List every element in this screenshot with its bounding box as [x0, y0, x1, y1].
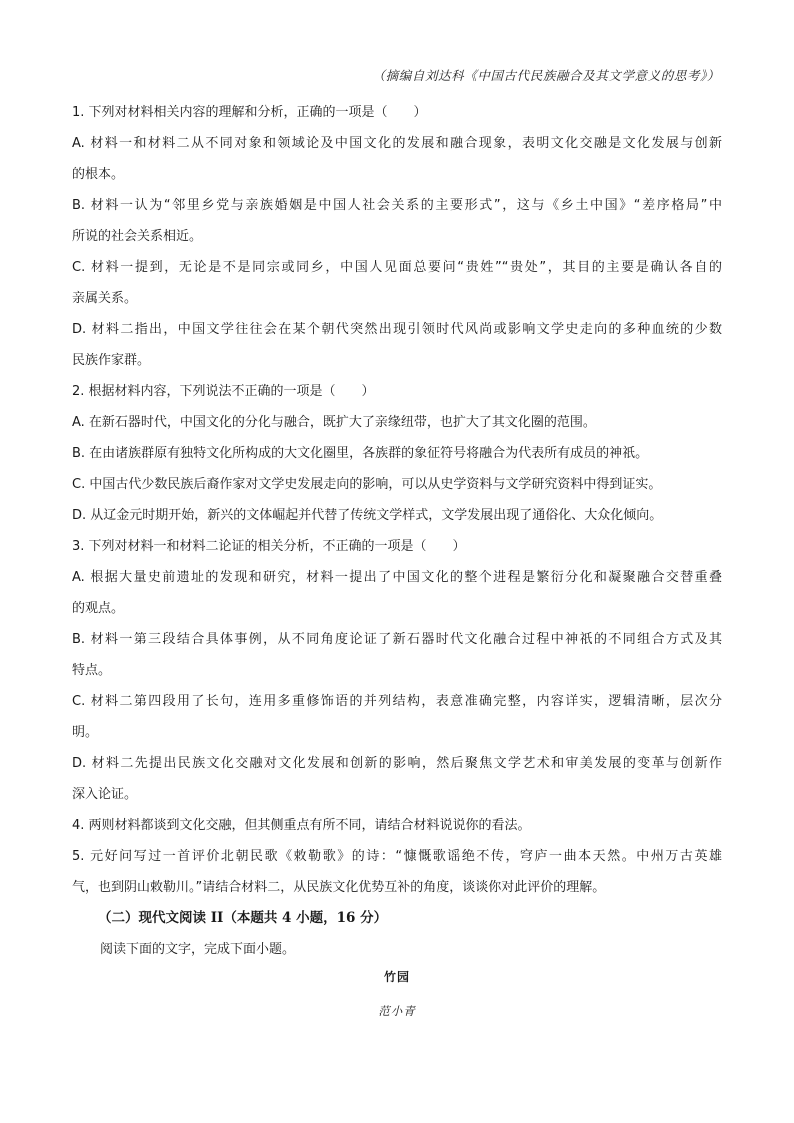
question-5-line2: 气，也到阴山敕勒川。”请结合材料二，从民族文化优势互补的角度，谈谈你对此评价的理解。: [72, 880, 606, 895]
section-2-heading: （二）现代文阅读 II（本题共 4 小题，16 分）: [98, 910, 388, 926]
question-2-option-b: B. 在由诸族群原有独特文化所构成的大文化圈里，各族群的象征符号将融合为代表所有成员的神祇。: [72, 446, 649, 461]
question-1-option-c-line1: C. 材料一提到，无论是不是同宗或同乡，中国人见面总要问“贵姓”“贵处”，其目的主要是确认各自的: [72, 260, 722, 275]
question-3-option-b-line1: B. 材料一第三段结合具体事例，从不同角度论证了新石器时代文化融合过程中神祇的不同组合方式及其: [72, 632, 722, 647]
question-2-option-a: A. 在新石器时代，中国文化的分化与融合，既扩大了亲缘纽带，也扩大了其文化圈的范围。: [72, 415, 596, 430]
section-2-instruction: 阅读下面的文字，完成下面小题。: [100, 942, 296, 957]
question-1-option-a-line2: 的根本。: [72, 167, 125, 182]
source-citation: （摘编自刘达科《中国古代民族融合及其文学意义的思考》）: [372, 68, 720, 83]
question-5-line1: 5. 元好问写过一首评价北朝民歌《敕勒歌》的诗：“慷慨歌谣绝不传，穹庐一曲本天然。中州万古英雄: [72, 849, 722, 864]
story-title: 竹园: [383, 970, 410, 984]
question-3-option-d-line2: 深入论证。: [72, 787, 138, 802]
question-1-option-d-line2: 民族作家群。: [72, 353, 151, 368]
question-3-option-d-line1: D. 材料二先提出民族文化交融对文化发展和创新的影响，然后聚焦文学艺术和审美发展的变革与创新作: [72, 756, 722, 771]
question-4-stem: 4. 两则材料都谈到文化交融，但其侧重点有所不同，请结合材料说说你的看法。: [72, 818, 531, 833]
question-1-option-b-line1: B. 材料一认为“邻里乡党与亲族婚姻是中国人社会关系的主要形式”，这与《乡土中国》“差序格局”中: [72, 198, 722, 213]
story-author: 范小青: [378, 1004, 416, 1018]
question-2-option-c: C. 中国古代少数民族后裔作家对文学史发展走向的影响，可以从史学资料与文学研究资料中得到证实。: [72, 477, 662, 492]
question-3-stem: 3. 下列对材料一和材料二论证的相关分析，不正确的一项是（ ）: [72, 539, 466, 554]
question-1-option-a-line1: A. 材料一和材料二从不同对象和领域论及中国文化的发展和融合现象，表明文化交融是文化发展与创新: [72, 136, 722, 151]
question-3-option-a-line1: A. 根据大量史前遗址的发现和研究，材料一提出了中国文化的整个进程是繁衍分化和凝聚融合交替重叠: [72, 570, 722, 585]
question-1-option-c-line2: 亲属关系。: [72, 291, 138, 306]
question-3-option-a-line2: 的观点。: [72, 601, 125, 616]
question-2-option-d: D. 从辽金元时期开始，新兴的文体崛起并代替了传统文学样式，文学发展出现了通俗化、大众化倾向。: [72, 508, 663, 523]
question-3-option-b-line2: 特点。: [72, 663, 112, 678]
question-1-option-d-line1: D. 材料二指出，中国文学往往会在某个朝代突然出现引领时代风尚或影响文学史走向的多种血统的少数: [72, 322, 722, 337]
question-1-option-b-line2: 所说的社会关系相近。: [72, 229, 203, 244]
question-3-option-c-line1: C. 材料二第四段用了长句，连用多重修饰语的并列结构，表意准确完整，内容详实，逻辑清晰，层次分: [72, 694, 722, 709]
question-2-stem: 2. 根据材料内容，下列说法不正确的一项是（ ）: [72, 384, 375, 399]
questions-block: [72, 97, 722, 965]
question-3-option-c-line2: 明。: [72, 725, 99, 740]
question-1-stem: 1. 下列对材料相关内容的理解和分析，正确的一项是（ ）: [72, 105, 427, 120]
